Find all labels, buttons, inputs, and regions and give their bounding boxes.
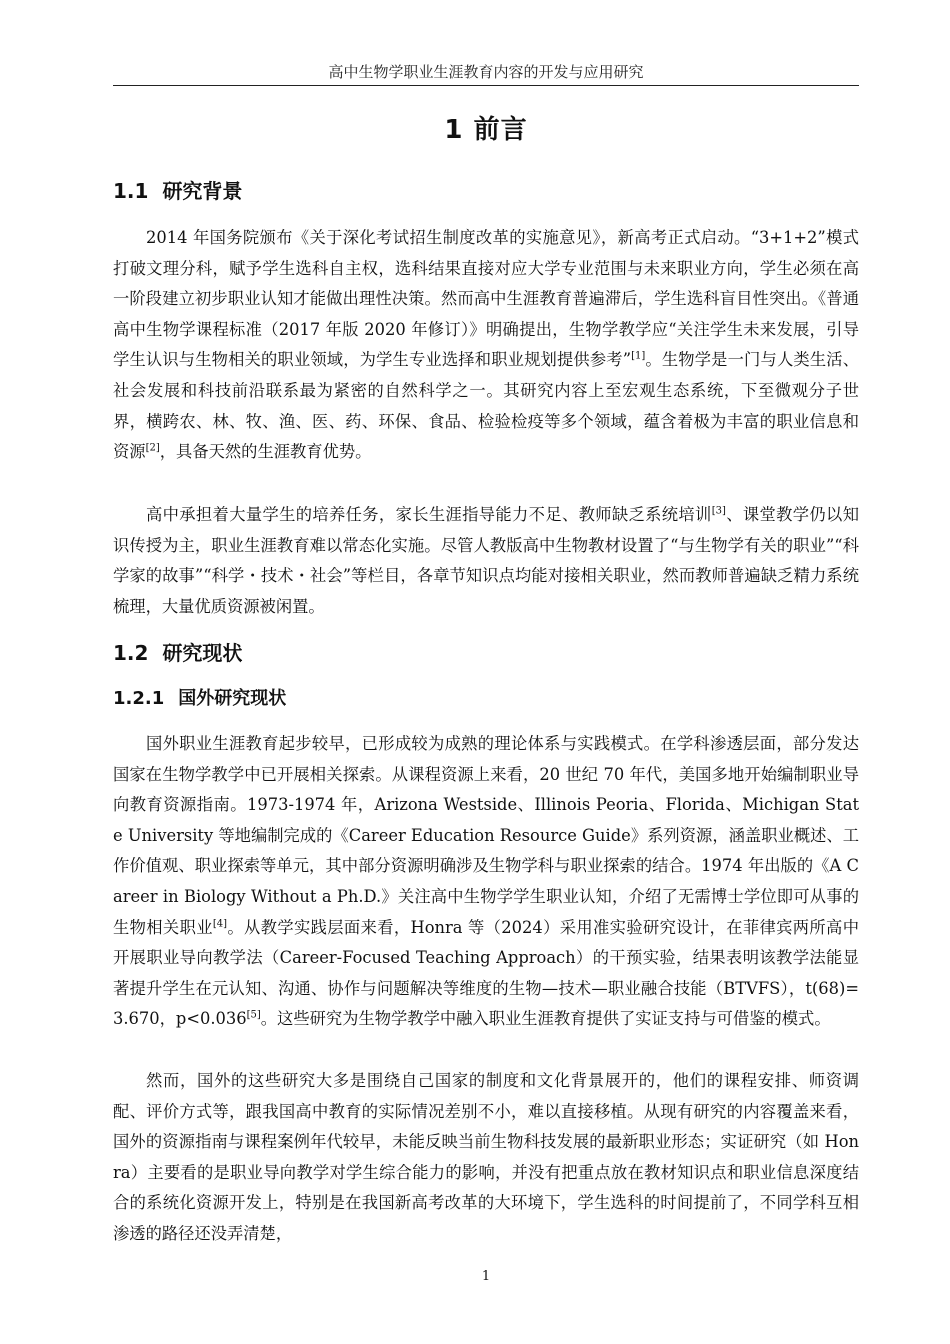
section-number: 1.1 <box>113 179 149 203</box>
citation: [5] <box>246 1009 261 1021</box>
section-title: 研究现状 <box>162 641 243 665</box>
citation: [4] <box>212 918 228 930</box>
subsection-heading-1-2-1 <box>113 685 286 713</box>
section-title: 研究背景 <box>162 179 243 203</box>
paragraph-text: 。生物学是一门与人类生活、社会发展和科技前沿联系最为紧密的自然科学之一。其研究内容上至宏观生态系统，下至微观分子世界，横跨农、林、牧、渔、医、药、环保、食品、检验检疫等多个领域，蕴含着极为丰富的职业信息和资源 <box>113 350 859 462</box>
paragraph-text: 国外职业生涯教育起步较早，已形成较为成熟的理论体系与实践模式。在学科渗透层面，部分发达国家在生物学教学中已开展相关探索。从课程资源上来看，20 世纪 70 年代，美国多地开始编制职业导向教育资源指南。1973-1974 年，Arizona Westside、Illinois Peoria、Florida、Michigan State University 等地编制完成的《Career Education Resource Guide》系列资源，涵盖职业概述、工作价值观、职业探索等单元，其中部分资源明确涉及生物学科与职业探索的结合。1974 年出版的《A Career in Biology Without a Ph.D.》关注高中生物学学生职业认知，介绍了无需博士学位即可从事的生物相关职业 <box>113 734 859 937</box>
paragraph-text: 。这些研究为生物学教学中融入职业生涯教育提供了实证支持与可借鉴的模式。 <box>260 1009 831 1029</box>
citation: [3] <box>711 505 726 517</box>
paragraph-text: 。从教学实践层面来看，Honra 等（2024）采用准实验研究设计，在菲律宾两所高中开展职业导向教学法（Career-Focused Teaching Approach）的干预实验，结果表明该教学法能显著提升学生在元认知、沟通、协作与问题解决等维度的生物—技术—职业融合技能（BTVFS），t(68)=3.670，p<0.036 <box>113 917 859 1029</box>
running-header: 高中生物学职业生涯教育内容的开发与应用研究 <box>328 63 644 81</box>
paragraph-foreign-limitations <box>113 1066 859 1250</box>
paragraph-text: 2014 年国务院颁布《关于深化考试招生制度改革的实施意见》，新高考正式启动。“3+1+2”模式打破文理分科，赋予学生选科自主权，选科结果直接对应大学专业范围与未来职业方向，学生必须在高一阶段建立初步职业认知才能做出理性决策。然而高中生涯教育普遍滞后，学生选科盲目性突出。《普通高中生物学课程标准（2017 年版 2020 年修订）》明确提出，生物学教学应“关注学生未来发展，引导学生认识与生物相关的职业领域，为学生专业选择和职业规划提供参考” <box>113 228 859 370</box>
paragraph-background-2 <box>113 500 859 622</box>
paragraph-text: ，具备天然的生涯教育优势。 <box>159 442 372 462</box>
citation: [1] <box>631 350 646 362</box>
chapter-title: 1 前言 <box>444 115 528 145</box>
paragraph-text: 、课堂教学仍以知识传授为主，职业生涯教育难以常态化实施。尽管人教版高中生物教材设置了“与生物学有关的职业”“科学家的故事”“科学・技术・社会”等栏目，各章节知识点均能对接相关职业，然而教师普遍缺乏精力系统梳理，大量优质资源被闲置。 <box>113 505 859 616</box>
header-rule <box>113 85 859 86</box>
paragraph-text: 高中承担着大量学生的培养任务，家长生涯指导能力不足、教师缺乏系统培训 <box>146 505 712 524</box>
section-number: 1.2.1 <box>113 688 165 709</box>
paragraph-background-1 <box>113 223 859 468</box>
citation: [2] <box>145 442 160 454</box>
section-heading-1-1 <box>113 176 242 206</box>
page-number: 1 <box>481 1269 491 1284</box>
section-title: 国外研究现状 <box>178 688 287 709</box>
section-number: 1.2 <box>113 641 149 665</box>
paragraph-foreign-research <box>113 729 859 1035</box>
paragraph-text: 然而，国外的这些研究大多是围绕自己国家的制度和文化背景展开的，他们的课程安排、师资调配、评价方式等，跟我国高中教育的实际情况差别不小，难以直接移植。从现有研究的内容覆盖来看，国外的资源指南与课程案例年代较早，未能反映当前生物科技发展的最新职业形态；实证研究（如 Honra）主要看的是职业导向教学对学生综合能力的影响，并没有把重点放在教材知识点和职业信息深度结合的系统化资源开发上，特别是在我国新高考改革的大环境下，学生选科的时间提前了，不同学科互相渗透的路径还没弄清楚， <box>113 1071 859 1243</box>
section-heading-1-2 <box>113 638 242 668</box>
